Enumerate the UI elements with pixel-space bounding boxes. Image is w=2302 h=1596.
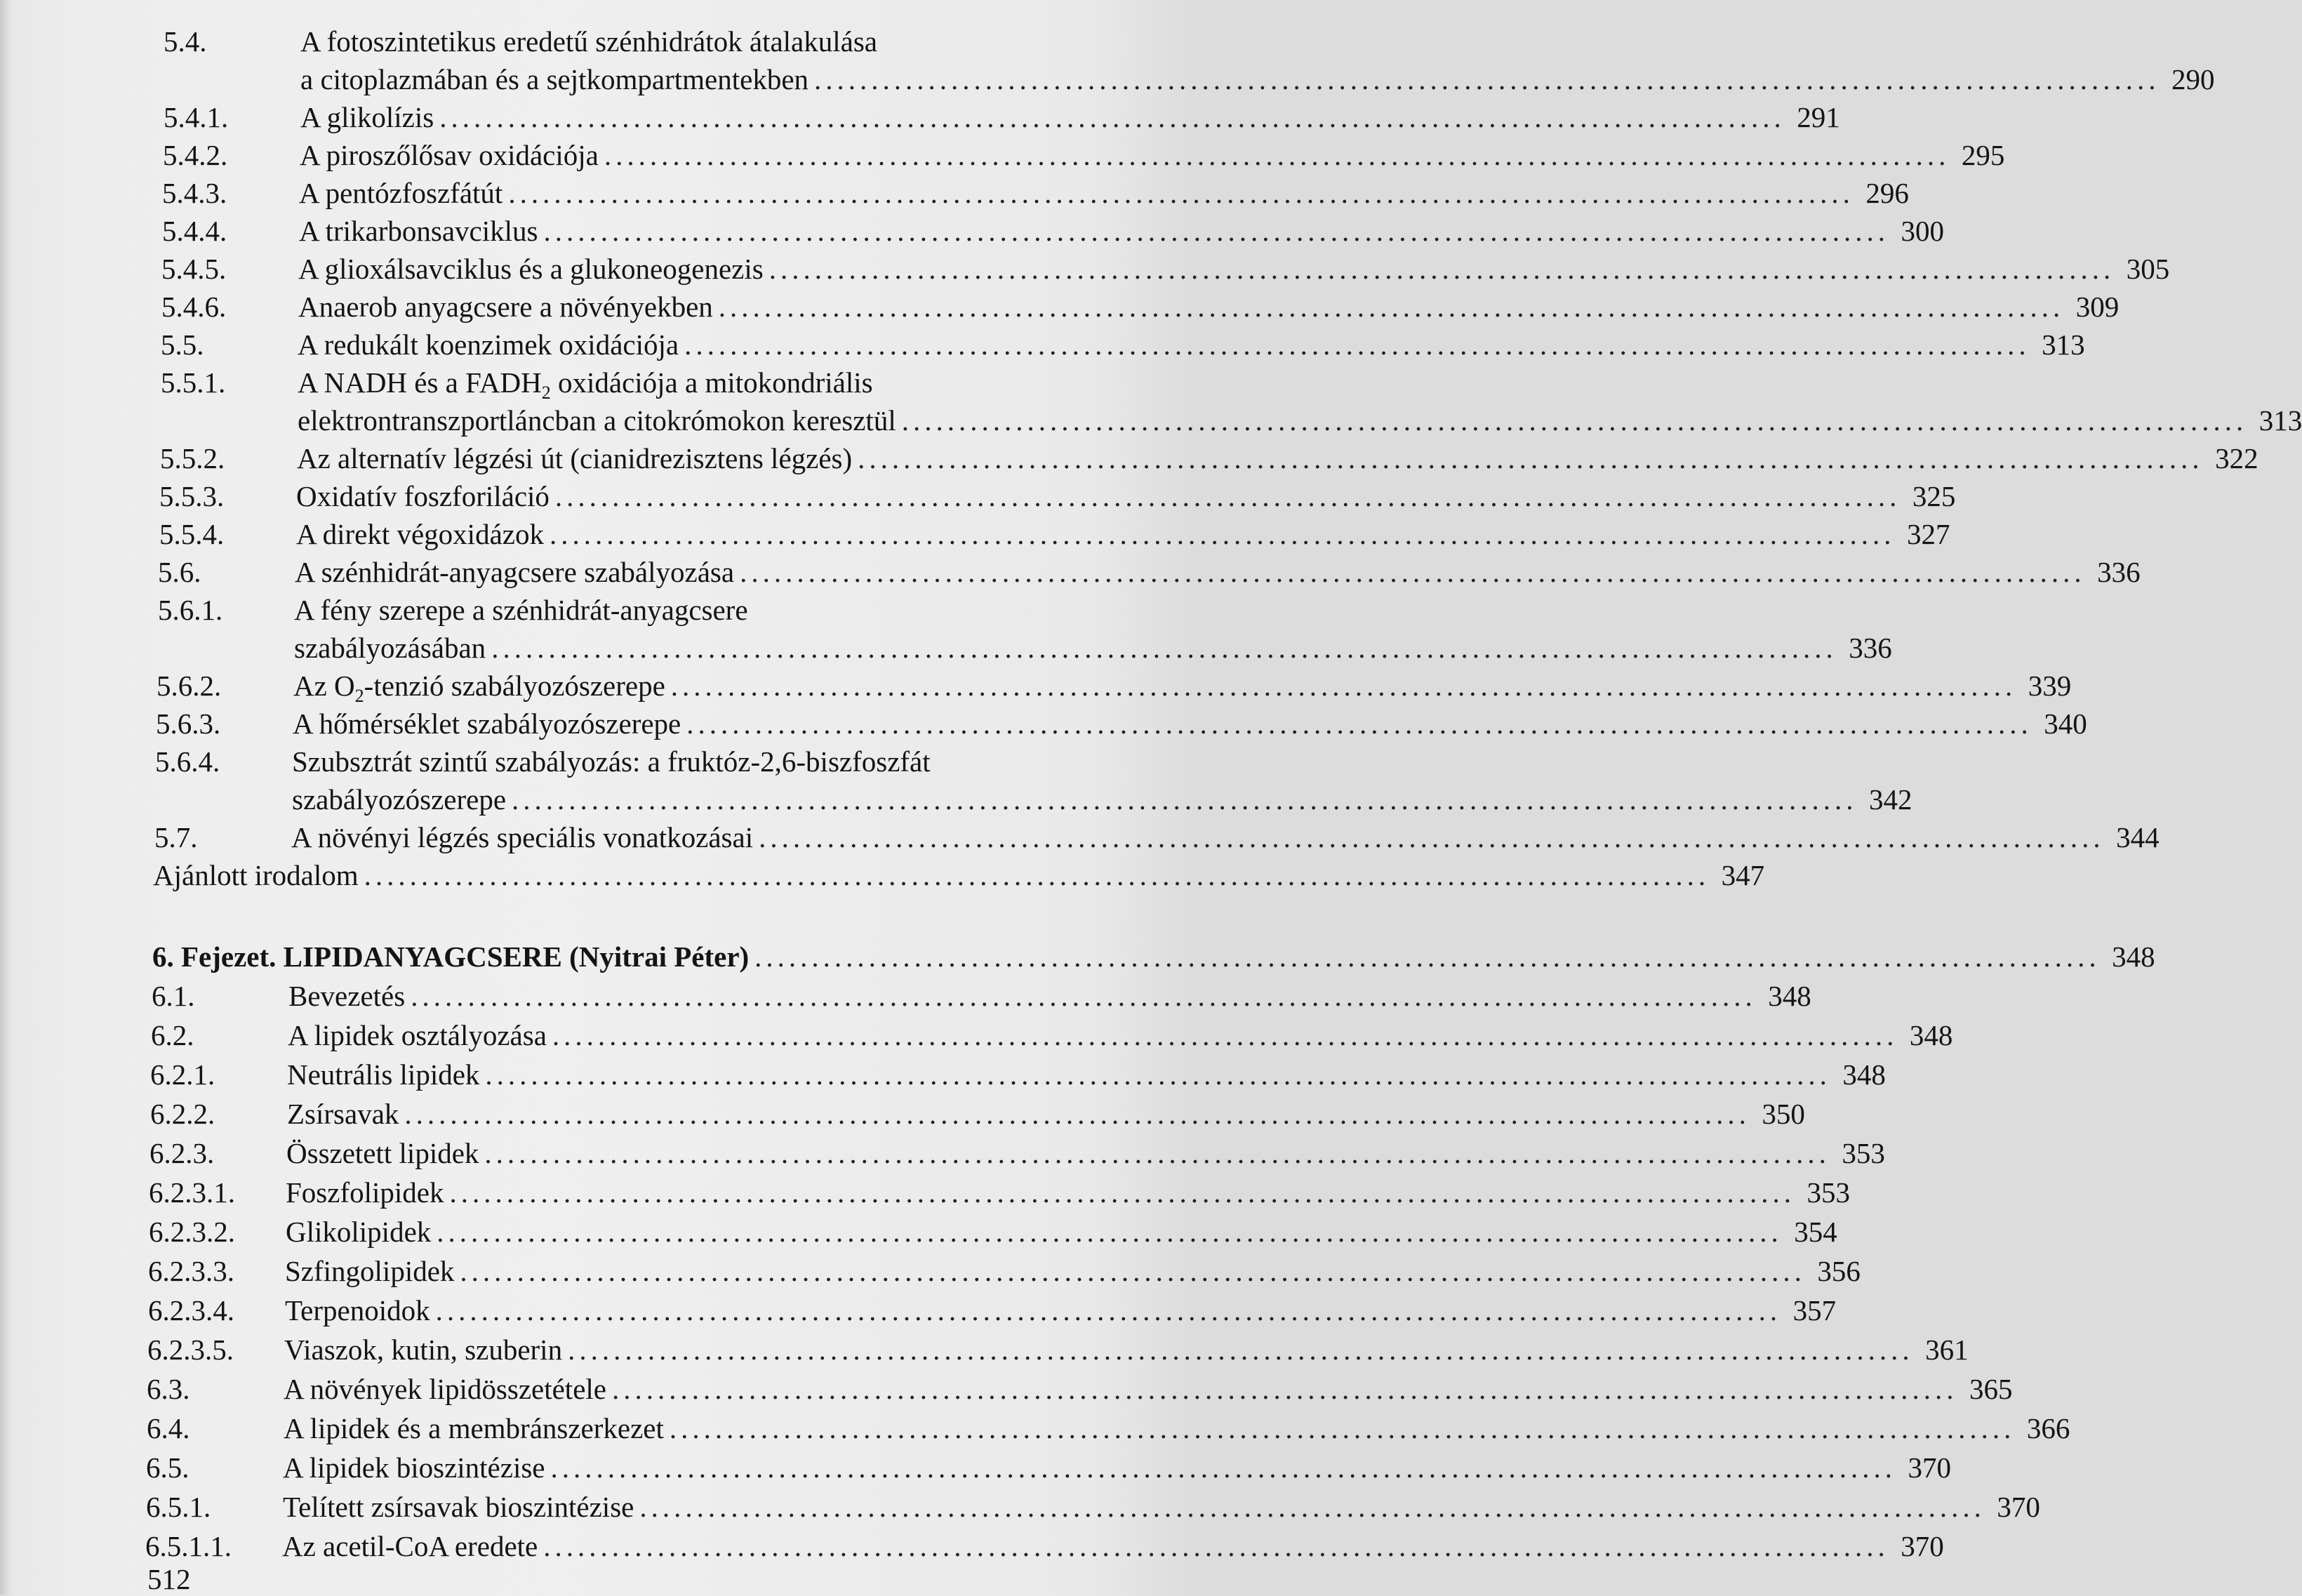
toc-entry	[164, 98, 1840, 136]
toc-title: Összetett lipidek	[286, 1137, 479, 1169]
toc-number: 5.5.1.	[161, 366, 226, 399]
leader-dots: ......................................................................................................................	[364, 859, 1710, 891]
toc-entry	[146, 1488, 2040, 1526]
leader-dots: ......................................................................................................................	[484, 1137, 1830, 1169]
toc-number: 6.5.1.1.	[145, 1530, 232, 1562]
toc-page: 365	[1969, 1373, 2013, 1405]
toc-page: 322	[2215, 442, 2258, 474]
leader-dots: ......................................................................................................................	[604, 139, 1950, 171]
toc-title: Telített zsírsavak bioszintézise	[283, 1491, 634, 1523]
page-number: 512	[147, 1563, 191, 1595]
toc-entry	[163, 136, 2005, 174]
toc-number: 5.4.1.	[164, 101, 229, 133]
leader-dots: ......................................................................................................................	[684, 328, 2030, 361]
toc-title: A pentózfoszfátút	[299, 177, 503, 209]
toc-page: 348	[1909, 1019, 1953, 1051]
toc-entry	[157, 667, 2072, 707]
toc-entry	[154, 818, 2160, 856]
leader-dots: ......................................................................................................................	[508, 177, 1854, 209]
toc-entry	[155, 780, 1912, 818]
toc-title: A NADH és a $FADH_2$ oxidációja a mitokondriális	[298, 366, 873, 404]
toc-number: 6.2.1.	[150, 1058, 215, 1091]
toc-title: Bevezetés	[288, 980, 406, 1012]
toc-page: 370	[1908, 1451, 1951, 1484]
chapter-title: 6. Fejezet. LIPIDANYAGCSERE (Nyitrai Péter)	[152, 940, 750, 973]
toc-title: A direkt végoxidázok	[296, 518, 544, 550]
toc-title: A hőmérséklet szabályozószerepe	[293, 707, 681, 740]
toc-page: 309	[2075, 291, 2120, 323]
leader-dots: ......................................................................................................................	[568, 1334, 1914, 1366]
toc-page: 356	[1817, 1255, 1861, 1287]
toc-page: 348	[2112, 940, 2155, 973]
leader-dots: ......................................................................................................................	[435, 1294, 1782, 1326]
leader-dots: ......................................................................................................................	[552, 1019, 1898, 1051]
leader-dots: ......................................................................................................................	[669, 1412, 2016, 1444]
toc-page: 327	[1906, 518, 1950, 550]
toc-page: 300	[1901, 215, 1944, 247]
toc-page: 361	[1925, 1334, 1969, 1366]
toc-title: A redukált koenzimek oxidációja	[298, 328, 679, 361]
toc-title: Oxidatív foszforiláció	[296, 480, 550, 512]
toc-title: A piroszőlősav oxidációja	[300, 139, 599, 171]
toc-page: 354	[1794, 1216, 1837, 1248]
toc-page: 348	[1768, 980, 1811, 1012]
toc-title: A trikarbonsavciklus	[299, 215, 538, 247]
toc-title-continuation: a citoplazmában és a sejtkompartmentekben	[300, 63, 809, 95]
toc-title: Foszfolipidek	[286, 1176, 444, 1209]
toc-entry	[152, 977, 1811, 1015]
toc-number: 5.5.4.	[159, 518, 225, 550]
toc-page: 353	[1842, 1137, 1885, 1169]
toc-entry	[147, 1331, 1969, 1369]
toc-number: 5.5.3.	[159, 480, 225, 512]
leader-dots: ......................................................................................................................	[858, 442, 2204, 474]
toc-entry	[159, 515, 1950, 553]
toc-entry	[147, 1409, 2070, 1447]
toc-number: 5.4.3.	[162, 177, 227, 209]
leader-dots: ......................................................................................................................	[759, 821, 2105, 853]
toc-title: Ajánlott irodalom	[153, 859, 359, 891]
leader-dots: ......................................................................................................................	[814, 63, 2160, 95]
toc-title: Az alternatív légzési út (cianidrezisztens légzés)	[297, 442, 853, 474]
leader-dots: ......................................................................................................................	[411, 980, 1757, 1012]
toc-entry	[159, 477, 1956, 515]
toc-title: Szfingolipidek	[285, 1255, 455, 1287]
leader-dots: ......................................................................................................................	[460, 1255, 1806, 1287]
leader-dots: ......................................................................................................................	[449, 1176, 1795, 1209]
leader-dots: ......................................................................................................................	[485, 1058, 1831, 1091]
toc-title: A lipidek bioszintézise	[283, 1451, 545, 1484]
toc-number: 5.6.2.	[157, 670, 222, 702]
toc-title: A lipidek osztályozása	[288, 1019, 547, 1051]
toc-title: A fotoszintetikus eredetű szénhidrátok átalakulása	[300, 25, 878, 58]
toc-entry	[149, 1213, 1837, 1251]
toc-number: 6.4.	[147, 1412, 190, 1444]
toc-entry	[151, 1016, 1953, 1054]
toc-page: 339	[2028, 670, 2072, 702]
toc-number: 5.5.2.	[160, 442, 225, 474]
toc-page: 342	[1869, 783, 1912, 816]
toc-page: 350	[1762, 1098, 1805, 1130]
toc-title: Neutrális lipidek	[287, 1058, 480, 1091]
toc-entry	[153, 856, 1765, 894]
leader-dots: ......................................................................................................................	[439, 101, 1785, 133]
toc-title: A glikolízis	[300, 101, 434, 133]
toc-number: 5.5.	[161, 328, 204, 361]
toc-entry	[162, 174, 1909, 212]
toc-number: 5.4.2.	[163, 139, 228, 171]
leader-dots: ......................................................................................................................	[543, 215, 1889, 247]
toc-entry	[147, 1370, 2013, 1408]
leader-dots: ......................................................................................................................	[404, 1098, 1750, 1130]
toc-title: Az acetil-CoA eredete	[282, 1530, 538, 1562]
toc-page: 366	[2026, 1412, 2070, 1444]
toc-entry	[150, 1095, 1805, 1133]
toc-number: 6.5.	[146, 1451, 189, 1484]
toc-title: Glikolipidek	[286, 1216, 432, 1248]
leader-dots: ......................................................................................................................	[437, 1216, 1783, 1248]
toc-page: 296	[1865, 177, 1909, 209]
leader-dots: ......................................................................................................................	[491, 632, 1837, 664]
toc-number: 6.2.3.	[149, 1137, 215, 1169]
toc-number: 6.2.3.5.	[147, 1334, 234, 1366]
toc-entry	[161, 401, 2302, 439]
toc-number: 6.3.	[147, 1373, 190, 1405]
leader-dots: ......................................................................................................................	[612, 1373, 1958, 1405]
toc-entry	[150, 1056, 1886, 1093]
toc-number: 5.4.6.	[161, 291, 227, 323]
toc-number: 6.2.3.3.	[148, 1255, 234, 1287]
leader-dots: ......................................................................................................................	[543, 1530, 1889, 1562]
toc-number: 6.1.	[152, 980, 195, 1012]
toc-page: 370	[1997, 1491, 2040, 1523]
toc-title: Az $O_2$-tenzió szabályozószerepe	[293, 670, 665, 707]
toc-page: 305	[2126, 253, 2170, 285]
toc-title: Terpenoidok	[285, 1294, 430, 1326]
toc-number: 6.5.1.	[146, 1491, 211, 1523]
toc-title: Anaerob anyagcsere a növényekben	[298, 291, 713, 323]
leader-dots: ......................................................................................................................	[754, 940, 2101, 973]
leader-dots: ......................................................................................................................	[901, 404, 2248, 437]
toc-page: 353	[1807, 1176, 1850, 1209]
toc-entry	[148, 1252, 1861, 1290]
toc-entry	[146, 1449, 1951, 1487]
toc-title: A glioxálsavciklus és a glukoneogenezis	[298, 253, 764, 285]
toc-entry	[161, 250, 2170, 288]
toc-entry	[160, 439, 2258, 477]
toc-page: 290	[2171, 63, 2215, 95]
toc-number: 5.4.5.	[161, 253, 227, 285]
toc-entry	[149, 1173, 1850, 1211]
toc-page: 357	[1792, 1294, 1837, 1326]
leader-dots: ......................................................................................................................	[549, 518, 1896, 550]
toc-title: A szénhidrát-anyagcsere szabályozása	[295, 556, 735, 588]
toc-number: 6.2.	[151, 1019, 194, 1051]
chapter-heading	[152, 938, 2155, 976]
toc-page: 336	[2097, 556, 2141, 588]
toc-title: A lipidek és a membránszerkezet	[284, 1412, 664, 1444]
toc-title: Viaszok, kutin, szuberin	[284, 1334, 563, 1366]
toc-title-continuation: szabályozószerepe	[292, 783, 507, 816]
toc-number: 5.7.	[154, 821, 198, 853]
toc-entry	[148, 1291, 1837, 1329]
toc-entry	[145, 1527, 1944, 1565]
toc-entry	[157, 629, 1892, 667]
toc-number: 5.6.3.	[156, 707, 221, 740]
toc-number: 6.2.3.1.	[149, 1176, 235, 1209]
toc-number: 5.6.1.	[158, 594, 223, 626]
leader-dots: ......................................................................................................................	[718, 291, 2065, 323]
leader-dots: ......................................................................................................................	[686, 707, 2032, 740]
toc-title: Zsírsavak	[287, 1098, 399, 1130]
leader-dots: ......................................................................................................................	[740, 556, 2086, 588]
leader-dots: ......................................................................................................................	[639, 1491, 1985, 1523]
toc-entry	[161, 288, 2120, 326]
toc-page: 295	[1961, 139, 2005, 171]
toc-page: 347	[1721, 859, 1765, 891]
toc-entry	[156, 705, 2087, 743]
toc-title: A növényi légzés speciális vonatkozásai	[291, 821, 754, 853]
toc-page: 325	[1912, 480, 1956, 512]
toc-page: 344	[2116, 821, 2160, 853]
toc-page: 340	[2044, 707, 2087, 740]
toc-number: 5.4.	[164, 25, 207, 58]
leader-dots: ......................................................................................................................	[512, 783, 1858, 816]
toc-entry	[149, 1134, 1885, 1172]
toc-number: 5.6.	[158, 556, 201, 588]
toc-number: 6.2.3.4.	[148, 1294, 234, 1326]
toc-page: 313	[2042, 328, 2085, 361]
leader-dots: ......................................................................................................................	[769, 253, 2115, 285]
toc-number: 6.2.2.	[150, 1098, 215, 1130]
toc-entry	[158, 553, 2141, 591]
toc-page: 348	[1842, 1058, 1886, 1091]
toc-page: 313	[2258, 404, 2302, 437]
toc-page: 336	[1849, 632, 1892, 664]
toc-entry	[161, 326, 2085, 364]
leader-dots: ......................................................................................................................	[554, 480, 1901, 512]
toc-entry	[162, 212, 1944, 250]
toc-title-continuation: szabályozásában	[294, 632, 486, 664]
toc-title: Szubsztrát szintű szabályozás: a fruktóz-2,6-biszfoszfát	[292, 745, 931, 778]
toc-number: 5.4.4.	[162, 215, 227, 247]
leader-dots: ......................................................................................................................	[670, 670, 2017, 702]
toc-number: 5.6.4.	[155, 745, 220, 778]
leader-dots: ......................................................................................................................	[550, 1451, 1896, 1484]
toc-title: A fény szerepe a szénhidrát-anyagcsere	[294, 594, 748, 626]
toc-number: 6.2.3.2.	[149, 1216, 235, 1248]
toc-page: 370	[1901, 1530, 1944, 1562]
toc-title-continuation: elektrontranszportláncban a citokrómokon keresztül	[298, 404, 896, 437]
toc-page: 291	[1797, 101, 1840, 133]
toc-title: A növények lipidösszetétele	[284, 1373, 606, 1405]
